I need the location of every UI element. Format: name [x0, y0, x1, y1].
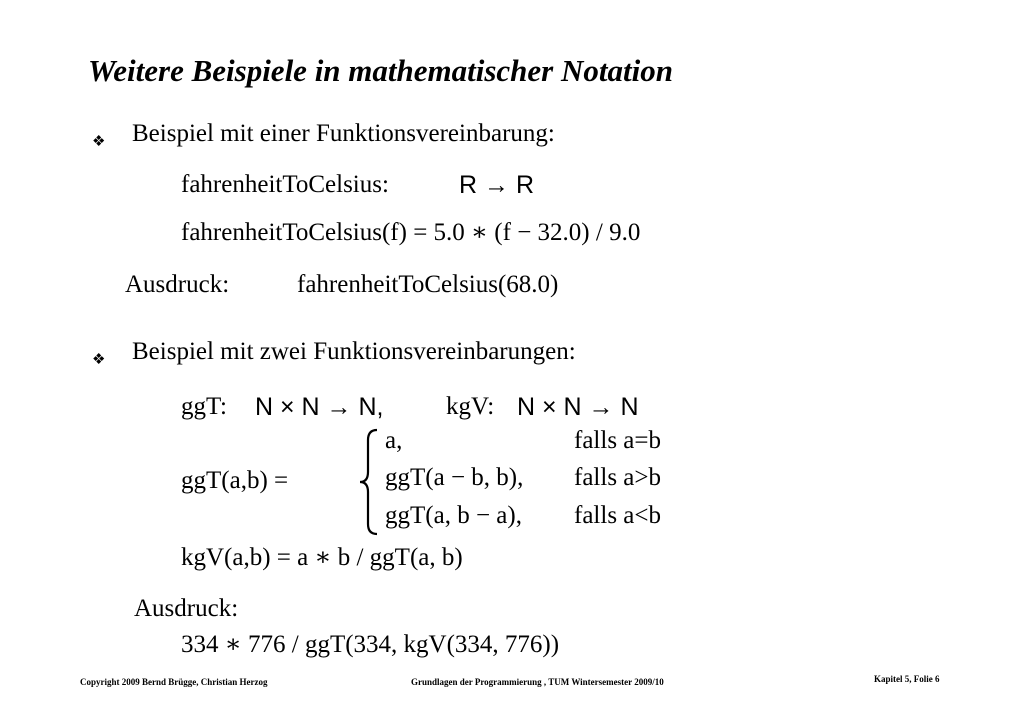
- footer-copyright: Copyright 2009 Bernd Brügge, Christian Herzog: [80, 677, 268, 687]
- case-condition: falls a>b: [574, 464, 661, 491]
- bullet-icon: ❖: [92, 352, 106, 368]
- case-expression: ggT(a − b, b),: [385, 464, 524, 491]
- case-condition: falls a<b: [574, 502, 661, 529]
- footer-slide-number: Kapitel 5, Folie 6: [874, 674, 940, 684]
- expression2-label: Ausdruck:: [134, 595, 239, 622]
- ggt-signature-name: ggT:: [181, 393, 227, 420]
- fahrenheit-signature-name: fahrenheitToCelsius:: [181, 171, 389, 198]
- bullet-icon: ❖: [92, 134, 106, 150]
- curly-brace-icon: [357, 428, 383, 536]
- fahrenheit-definition: fahrenheitToCelsius(f) = 5.0 ∗ (f − 32.0) / 9.0: [181, 219, 641, 246]
- kgv-signature-name: kgV:: [446, 393, 495, 420]
- fahrenheit-signature-type: R → R: [459, 171, 534, 199]
- ggt-signature-type: N × N → N,: [255, 393, 384, 421]
- expression1-label: Ausdruck:: [125, 271, 230, 298]
- section2-heading: Beispiel mit zwei Funktionsvereinbarungen:: [132, 338, 576, 365]
- expression1-value: fahrenheitToCelsius(68.0): [297, 271, 559, 298]
- ggt-definition-lhs: ggT(a,b) =: [181, 467, 289, 494]
- expression2-value: 334 ∗ 776 / ggT(334, kgV(334, 776)): [181, 631, 560, 658]
- slide-title: Weitere Beispiele in mathematischer Notation: [88, 53, 673, 88]
- case-expression: a,: [385, 427, 403, 454]
- section1-heading: Beispiel mit einer Funktionsvereinbarung:: [132, 120, 555, 147]
- kgv-definition: kgV(a,b) = a ∗ b / ggT(a, b): [181, 544, 463, 571]
- footer-course: Grundlagen der Programmierung , TUM Wintersemester 2009/10: [411, 677, 664, 687]
- kgv-signature-type: N × N → N: [517, 393, 639, 421]
- case-expression: ggT(a, b − a),: [385, 502, 522, 529]
- case-condition: falls a=b: [574, 427, 661, 454]
